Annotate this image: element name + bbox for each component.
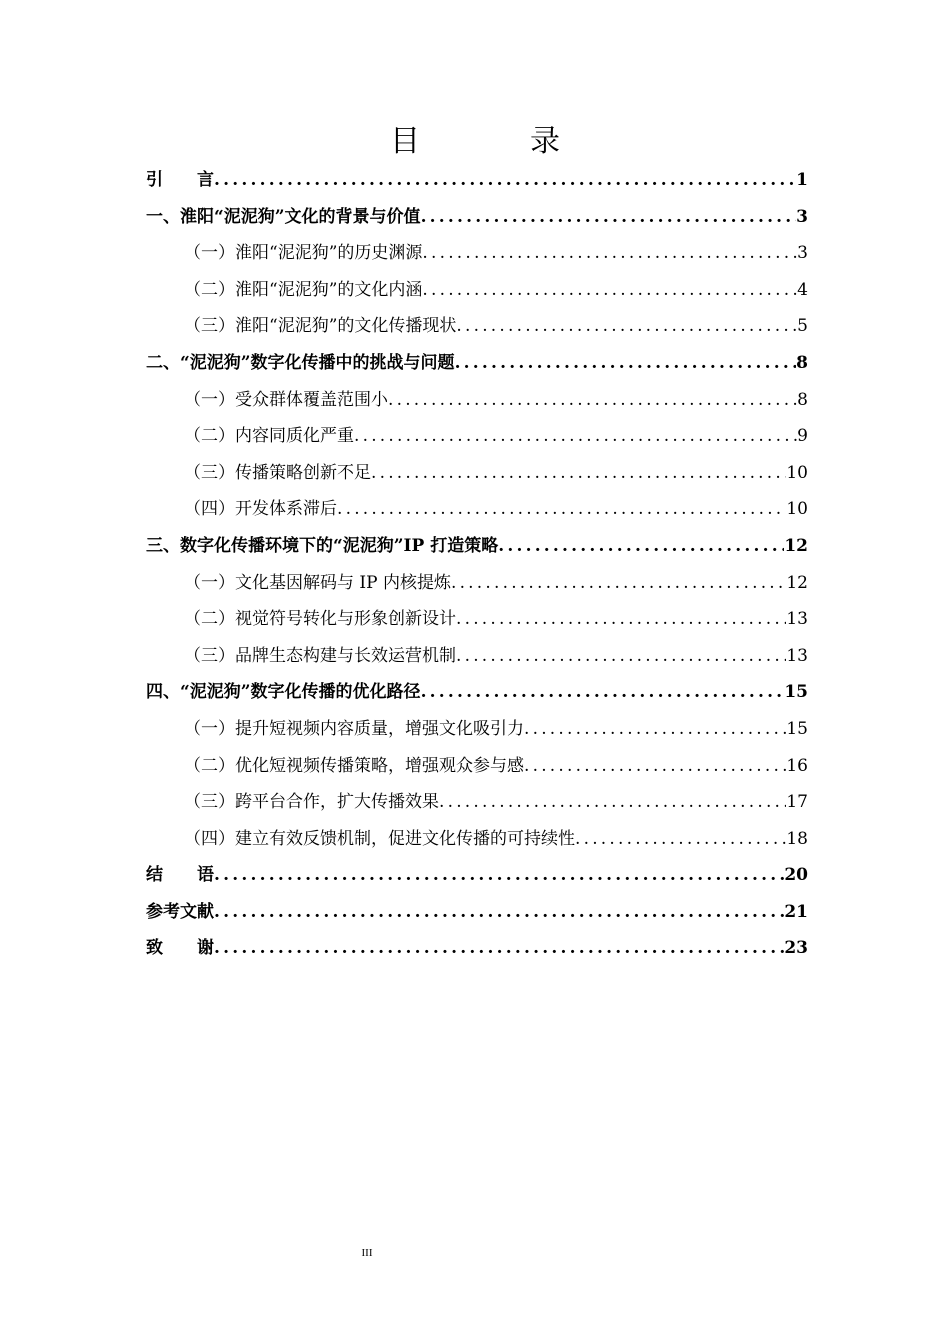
dot-leader: [451, 565, 786, 602]
toc-entry-section-2-1[interactable]: [146, 382, 808, 419]
toc-entry-section-3-2[interactable]: [146, 601, 808, 638]
dot-leader: [455, 345, 797, 382]
toc-entry-section-4-2[interactable]: [146, 748, 808, 785]
toc-entry-label: （三）传播策略创新不足: [184, 462, 371, 483]
toc-entry-section-3-3[interactable]: [146, 638, 808, 675]
toc-page-number: 10: [786, 462, 808, 483]
toc-entry-section-1[interactable]: [146, 199, 808, 236]
dot-leader: [214, 894, 784, 931]
toc-entry-section-2-4[interactable]: [146, 491, 808, 528]
toc-page-number: 9: [797, 426, 808, 447]
dot-leader: [524, 748, 786, 785]
toc-entry-section-3[interactable]: [146, 528, 808, 565]
toc-entry-acknowledgements[interactable]: [146, 930, 808, 967]
toc-page-number: 15: [784, 682, 808, 703]
dot-leader: [575, 821, 786, 858]
toc-entry-label: （二）优化短视频传播策略，增强观众参与感: [184, 755, 524, 776]
toc-entry-section-2-3[interactable]: [146, 455, 808, 492]
toc-page-number: 21: [784, 901, 808, 922]
toc-entry-label: （四）开发体系滞后: [184, 499, 337, 520]
toc-page-number: 3: [796, 206, 808, 227]
toc-page-number: 4: [797, 279, 808, 300]
dot-leader: [421, 199, 797, 236]
page-title: 目 录: [390, 124, 600, 159]
toc-entry-label: 致 谢: [146, 938, 214, 959]
dot-leader: [422, 235, 797, 272]
toc-entry-label: （一）受众群体覆盖范围小: [184, 389, 388, 410]
toc-entry-introduction[interactable]: [146, 162, 808, 199]
toc-entry-label: （三）淮阳“泥泥狗”的文化传播现状: [184, 316, 457, 337]
dot-leader: [456, 638, 786, 675]
toc-page-number: 16: [786, 755, 808, 776]
toc-entry-label: 四、“泥泥狗”数字化传播的优化路径: [146, 682, 421, 703]
dot-leader: [354, 418, 797, 455]
dot-leader: [388, 382, 797, 419]
toc-page-number: 20: [784, 865, 808, 886]
toc-entry-section-2-2[interactable]: [146, 418, 808, 455]
toc-page-number: 8: [796, 352, 808, 373]
toc-entry-label: （一）提升短视频内容质量，增强文化吸引力: [184, 718, 524, 739]
toc-page-number: 5: [797, 316, 808, 337]
toc-entry-conclusion[interactable]: [146, 857, 808, 894]
toc-entry-references[interactable]: [146, 894, 808, 931]
toc-page-number: 10: [786, 499, 808, 520]
dot-leader: [456, 308, 797, 345]
dot-leader: [524, 711, 786, 748]
toc-page-number: 12: [786, 572, 808, 593]
toc-page-number: 17: [786, 792, 808, 813]
toc-entry-label: （二）淮阳“泥泥狗”的文化内涵: [184, 279, 423, 300]
toc-entry-section-1-2[interactable]: [146, 272, 808, 309]
toc-entry-label: （二）视觉符号转化与形象创新设计: [184, 609, 456, 630]
dot-leader: [498, 528, 784, 565]
toc-page-number: 13: [786, 609, 808, 630]
toc-entry-section-1-1[interactable]: [146, 235, 808, 272]
page-number-footer: III: [361, 1247, 373, 1259]
toc-entry-label: （三）跨平台合作，扩大传播效果: [184, 792, 439, 813]
toc-entry-section-4-3[interactable]: [146, 784, 808, 821]
toc-page-number: 12: [784, 535, 808, 556]
toc-entry-label: （二）内容同质化严重: [184, 426, 354, 447]
toc-page-number: 8: [797, 389, 808, 410]
dot-leader: [422, 272, 797, 309]
toc-page-number: 23: [784, 938, 808, 959]
toc-entry-section-1-3[interactable]: [146, 308, 808, 345]
toc-entry-label: 引 言: [146, 170, 214, 190]
dot-leader: [456, 601, 786, 638]
toc-entry-label: 结 语: [146, 865, 214, 886]
dot-leader: [214, 857, 784, 894]
toc-entry-section-4-4[interactable]: [146, 821, 808, 858]
toc-entry-label: 参考文献: [146, 901, 214, 922]
table-of-contents: [146, 162, 808, 967]
toc-entry-label: 二、“泥泥狗”数字化传播中的挑战与问题: [146, 352, 455, 373]
dot-leader: [421, 674, 785, 711]
toc-page-number: 13: [786, 645, 808, 666]
dot-leader: [337, 491, 786, 528]
toc-page-number: 1: [796, 170, 808, 190]
toc-entry-label: （一）淮阳“泥泥狗”的历史渊源: [184, 243, 423, 264]
toc-entry-section-4[interactable]: [146, 674, 808, 711]
toc-entry-section-4-1[interactable]: [146, 711, 808, 748]
toc-entry-section-3-1[interactable]: [146, 565, 808, 602]
dot-leader: [214, 162, 796, 199]
toc-page-number: 3: [797, 243, 808, 264]
toc-entry-label: 三、数字化传播环境下的“泥泥狗”IP 打造策略: [146, 535, 499, 556]
toc-page-number: 18: [786, 828, 808, 849]
toc-entry-label: 一、淮阳“泥泥狗”文化的背景与价值: [146, 206, 421, 227]
toc-page-number: 15: [786, 718, 808, 739]
dot-leader: [439, 784, 786, 821]
toc-entry-label: （三）品牌生态构建与长效运营机制: [184, 645, 456, 666]
dot-leader: [214, 930, 784, 967]
toc-entry-label: （一）文化基因解码与 IP 内核提炼: [184, 572, 451, 593]
toc-entry-label: （四）建立有效反馈机制，促进文化传播的可持续性: [184, 828, 575, 849]
dot-leader: [371, 455, 786, 492]
toc-entry-section-2[interactable]: [146, 345, 808, 382]
